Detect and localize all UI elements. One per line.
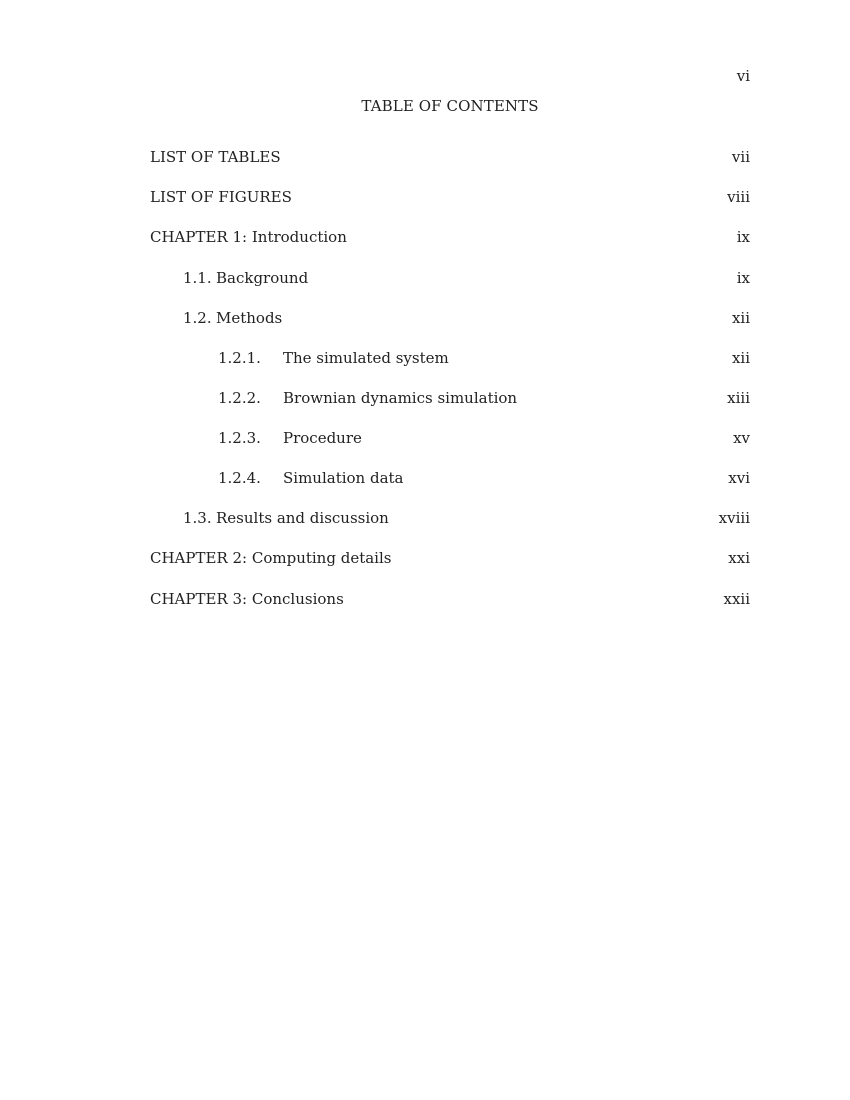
toc-entry-label: CHAPTER 3: Conclusions (150, 590, 344, 608)
toc-entry-page: xxii (723, 590, 750, 608)
toc-entry-page: xii (731, 309, 750, 327)
toc-entry-list-of-tables[interactable] (150, 148, 750, 168)
toc-entry-page: xiii (727, 389, 750, 407)
toc-entry-page: xii (731, 349, 750, 367)
toc-entry-label: CHAPTER 2: Computing details (150, 549, 392, 567)
toc-entry-label: Procedure (283, 429, 362, 447)
toc-entry-label: The simulated system (283, 349, 449, 367)
toc-entry-chapter-1[interactable] (150, 228, 750, 248)
toc-entry-label: LIST OF FIGURES (150, 188, 292, 206)
toc-entry-1-2-3[interactable] (150, 429, 750, 449)
toc-entry-1-3[interactable] (150, 509, 750, 529)
toc-entry-number: 1.3. (183, 509, 212, 527)
toc-entry-page: xv (733, 429, 750, 447)
toc-entry-page: xxi (728, 549, 750, 567)
toc-entry-chapter-2[interactable] (150, 549, 750, 569)
page-number: vi (736, 67, 750, 85)
page-title: TABLE OF CONTENTS (361, 97, 539, 115)
toc-entry-page: ix (736, 228, 750, 246)
toc-entry-number: 1.2.3. (218, 429, 261, 447)
toc-entry-1-1[interactable] (150, 269, 750, 289)
toc-entry-page: ix (736, 269, 750, 287)
toc-entry-label: Background (216, 269, 309, 287)
toc-entry-label: Simulation data (283, 469, 404, 487)
toc-entry-page: vii (731, 148, 750, 166)
toc-entry-1-2[interactable] (150, 309, 750, 329)
toc-entry-number: 1.2. (183, 309, 212, 327)
toc-entry-number: 1.2.2. (218, 389, 261, 407)
toc-entry-1-2-4[interactable] (150, 469, 750, 489)
toc-entry-page: viii (727, 188, 750, 206)
toc-entry-1-2-2[interactable] (150, 389, 750, 409)
toc-entry-list-of-figures[interactable] (150, 188, 750, 208)
toc-entry-label: Brownian dynamics simulation (283, 389, 518, 407)
toc-entry-label: LIST OF TABLES (150, 148, 281, 166)
toc-entry-1-2-1[interactable] (150, 349, 750, 369)
toc-entry-page: xvi (728, 469, 750, 487)
toc-entry-page: xviii (718, 509, 750, 527)
toc-entry-number: 1.2.1. (218, 349, 261, 367)
toc-entry-label: CHAPTER 1: Introduction (150, 228, 347, 246)
toc-entry-number: 1.1. (183, 269, 212, 287)
toc-entry-chapter-3[interactable] (150, 590, 750, 610)
toc-entry-number: 1.2.4. (218, 469, 261, 487)
toc-entry-label: Methods (216, 309, 283, 327)
toc-entry-label: Results and discussion (216, 509, 389, 527)
